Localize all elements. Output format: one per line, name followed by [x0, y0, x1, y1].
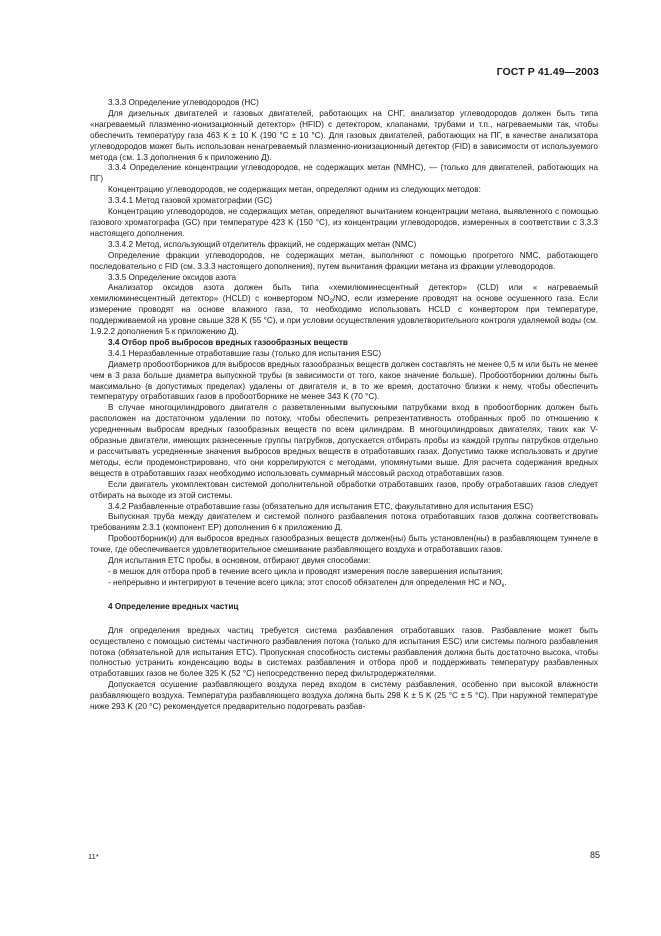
section-heading: 3.4 Отбор проб выбросов вредных газообразных веществ: [108, 337, 348, 347]
paragraph: Выпускная труба между двигателем и системой полного разбавления потока отработавших газов должна соответствовать требованиям 2.3.1 (компонент EP) дополнения 6 к приложению Д.: [90, 512, 598, 533]
signature-mark: 11*: [88, 852, 99, 861]
spacer: [90, 613, 598, 626]
subscript: x: [501, 582, 505, 589]
page-number: 85: [589, 850, 600, 860]
paragraph: Пробоотборник(и) для выбросов вредных газообразных веществ должен(ны) быть установлен(ны) в разбавляющем туннеле в точке, где обеспечивается удовлетворительное смешивание разбавляющего воздуха и отработавших газов.: [90, 534, 598, 555]
section-heading: 4 Определение вредных частиц: [108, 601, 239, 611]
paragraph-text: .: [504, 577, 507, 587]
paragraph: Для дизельных двигателей и газовых двигателей, работающих на СНГ, анализатор углеводородов должен быть типа «нагреваемый плазменно-ионизационный детектор» (HFID) с детектором, клапанами, трубами и т.п., нагреваемыми так, чтобы обеспечить температуру газа 463 K ± 10 K (190 °C ± 10 °C). Для газовых двигателей, работающих на ПГ, в качестве анализатора углеводородов может быть использован ненагреваемый плазменно-ионизационный детектор (FID) в зависимости от используемого метода (см. 1.3 дополнения 6 к приложению Д).: [90, 108, 598, 162]
paragraph: Концентрацию углеводородов, не содержащих метан, определяют вычитанием концентрации метана, выявленного с помощью газового хроматографа (GC) при температуре 423 K (150 °C), из концентрации углеводородов, измеренных в соответствии с 3.3.3 настоящего дополнения.: [90, 207, 598, 238]
document-body: [90, 98, 598, 713]
paragraph: Диаметр пробоотборников для выбросов вредных газообразных веществ должен составлять не менее 0,5 м или быть не менее чем в 3 раза больше диаметра выпускной трубы (в зависимости от того, какое значение больше). Пробоотборники должны быть максимально (в допустимых пределах) удалены от двигателя и, в то же время, достаточно близки к нему, чтобы обеспечить температуру отработавших газов в пробоотборнике не менее 343 K (70 °C).: [90, 359, 598, 402]
spacer: [90, 589, 598, 602]
list-item: - в мешок для отбора проб в течение всего цикла и проводят измерения после завершения испытания;: [108, 566, 503, 576]
subsection-heading: 3.3.4.2 Метод, использующий отделитель фракций, не содержащих метан (NMC): [108, 239, 417, 249]
subsection-heading: 3.3.4 Определение концентрации углеводородов, не содержащих метан (NMHC), — (только для двигателей, работающих на ПГ): [90, 163, 598, 184]
subsection-heading: 3.3.4.1 Метод газовой хроматографии (GC): [108, 196, 273, 206]
paragraph-text: /NO, если измерение проводят на основе осушенного газа. Если измерение проводят на основе влажного газа, то необходимо использовать HCLD с конвертором при температуре, поддерживаемой на уровне свыше 328 K (55 °C), и при условии осуществления удовлетворительного контроля удаляемой воды (см. 1.9.2.2 дополнения 5 к приложению Д).: [90, 294, 599, 337]
subsection-heading: 3.3.5 Определение оксидов азота: [108, 272, 237, 282]
paragraph: Если двигатель укомплектован системой дополнительной обработки отработавших газов, пробу отработавших газов следует отбирать на выходе из этой системы.: [90, 479, 598, 500]
subsection-heading: 3.4.1 Неразбавленные отработавшие газы (только для испытания ESC): [108, 348, 382, 358]
list-item: [90, 578, 598, 589]
subsection-heading: 3.3.3 Определение углеводородов (НС): [108, 98, 259, 107]
paragraph: Определение фракции углеводородов, не содержащих метан, выполняют с помощью прогретого NMC, работающего последовательно с FID (см. 3.3.3 настоящего дополнения), путем вычитания фракции метана из фракции углеводородов.: [90, 250, 598, 271]
paragraph: Для испытания ETC пробы, в основном, отбирают двумя способами:: [108, 556, 371, 566]
subsection-heading: 3.4.2 Разбавленные отработавшие газы (обязательно для испытания ETC, факультативно для испытания ESC): [108, 501, 534, 511]
paragraph-text: Анализатор оксидов азота должен быть типа «хемилюминесцентный детектор» (CLD) или « нагреваемый хемилюминесцентный детектор» (HCLD) с конвертором NO: [90, 283, 598, 304]
standard-designation: ГОСТ Р 41.49—2003: [496, 66, 599, 78]
subscript: 2: [329, 299, 333, 306]
paragraph: В случае многоцилиндрового двигателя с разветвленными выпускными патрубками вход в пробоотборник должен быть расположен на достаточном удалении по потоку, чтобы обеспечить репрезентативность отобранных проб по отношению к усредненным выбросам вредных газообразных веществ по всем цилиндрам. В многоцилиндровых двигателях, таких как V-образные двигатели, имеющих разнесенные группы патрубков, допускается отбирать пробы из каждой группы патрубков отдельно и рассчитывать усредненные значения выбросов вредных веществ в отработавших газах. Допустимо также использовать и другие методы, если продемонстрировано, что они коррелируются с методами, упомянутыми выше. Для расчета содержания вредных веществ в отработавших газах необходимо использовать суммарный массовый расход отработавших газов.: [90, 403, 598, 478]
paragraph: Допускается осушение разбавляющего воздуха перед входом в систему разбавления, особенно при высокой влажности разбавляющего воздуха. Температура разбавляющего воздуха должна быть 298 K ± 5 K (25 °C ± 5 °C). При наружной температуре ниже 293 K (20 °C) рекомендуется предварительно подогревать разбав-: [90, 680, 598, 712]
paragraph: Для определения вредных частиц требуется система разбавления отработавших газов. Разбавление может быть осуществлено с помощью системы частичного разбавления потока (только для испытания ESC) или системы полного разбавления потока (обязательной для испытания ETC). Пропускная способность системы разбавления должна быть достаточно высока, чтобы полностью устранить конденсацию воды в системах разбавления и отбора проб и поддерживать температуру разбавленных отработавших газов не более 325 K (52 °C) непосредственно перед фильтродержателями.: [90, 625, 598, 679]
paragraph: Концентрацию углеводородов, не содержащих метан, определяют одним из следующих методов:: [108, 185, 481, 195]
paragraph: [90, 283, 598, 338]
paragraph-text: - непрерывно и интегрируют в течение всего цикла; этот способ обязателен для определения HC и NO: [108, 577, 502, 587]
